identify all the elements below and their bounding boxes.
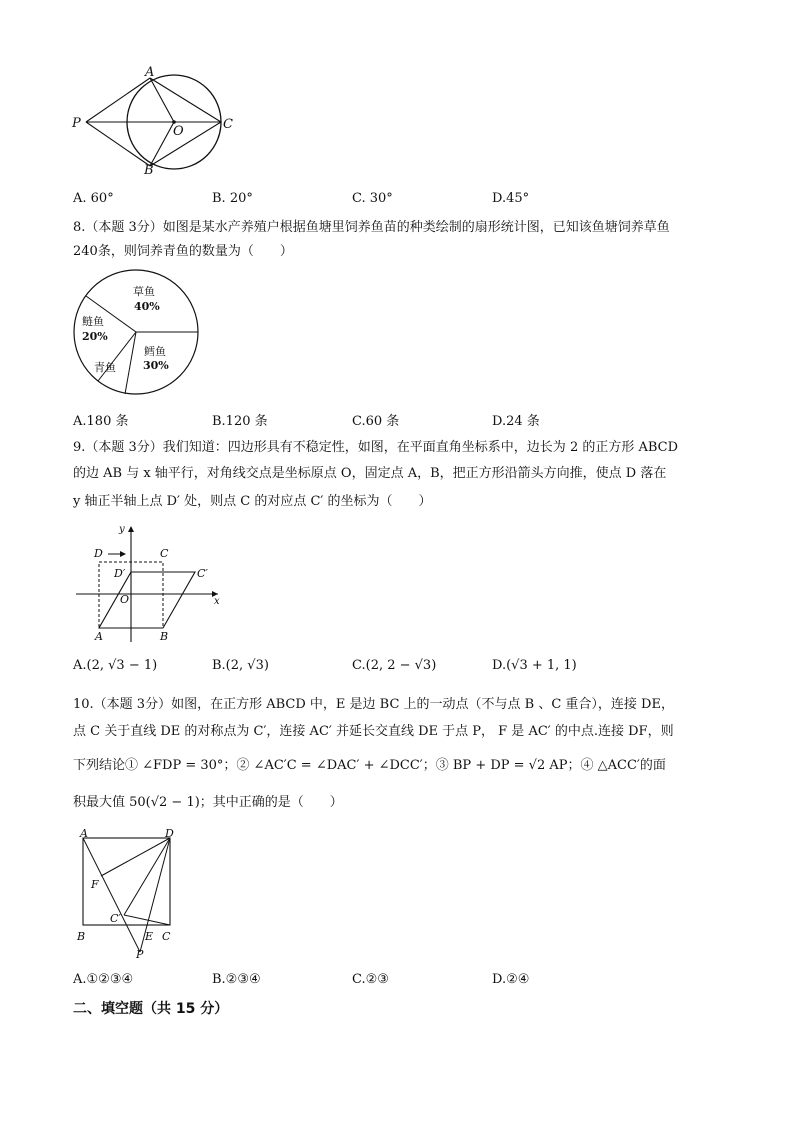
- q8-option-a: A.180 条: [73, 414, 129, 429]
- q8-option-c: C.60 条: [352, 414, 400, 429]
- q10-question-line2: 点 C 关于直线 DE 的对称点为 C′，连接 AC′ 并延长交直线 DE 于点 P， F 是 AC′ 的中点.连接 DF，则: [73, 724, 674, 739]
- pie-label-cao: 草鱼: [133, 285, 155, 298]
- q7-label-O: O: [173, 124, 184, 139]
- q9-label-O: O: [120, 593, 130, 606]
- pie-pct-lian: 20%: [82, 330, 108, 343]
- q9-option-a: A.(2, √3 − 1): [73, 658, 158, 673]
- q9-question-line1: 9.（本题 3分）我们知道：四边形具有不稳定性，如图，在平面直角坐标系中，边长为 2 的正方形 ABCD: [73, 440, 679, 455]
- q10-label-B: B: [77, 930, 86, 943]
- q10-question-line1: 10.（本题 3分）如图，在正方形 ABCD 中，E 是边 BC 上的一动点（不与点 B 、C 重合），连接 DE，: [73, 697, 674, 712]
- q8-question-line1: 8.（本题 3分）如图是某水产养殖户根据鱼塘里饲养鱼苗的种类绘制的扇形统计图，已知该鱼塘饲养草鱼: [73, 220, 670, 235]
- pie-divider-xue: [125, 332, 136, 394]
- q10-option-d: D.②④: [492, 972, 530, 987]
- q7-label-A: A: [145, 65, 155, 80]
- q9-label-y: y: [119, 524, 125, 535]
- q10-question-line4: 积最大值 50(√2 − 1)；其中正确的是（ ）: [73, 795, 343, 810]
- q7-label-C: C: [223, 117, 233, 132]
- q8-option-d: D.24 条: [492, 414, 540, 429]
- q9-label-Dp: D′: [114, 567, 126, 580]
- q9-question-line3: y 轴正半轴上点 D′ 处，则点 C 的对应点 C′ 的坐标为（ ）: [73, 494, 432, 509]
- q10-label-A: A: [80, 827, 88, 840]
- q9-label-B: B: [160, 630, 169, 643]
- q8-pie-chart: [72, 268, 202, 398]
- section-heading-fill-in: 二、填空题（共 15 分）: [73, 1001, 229, 1017]
- q10-option-b: B.②③④: [212, 972, 261, 987]
- q9-option-d: D.(√3 + 1, 1): [492, 658, 577, 673]
- pie-label-qing: 青鱼: [94, 361, 116, 374]
- q10-label-F: F: [91, 878, 99, 891]
- q7-option-b: B. 20°: [212, 191, 253, 206]
- q7-figure: [66, 62, 256, 182]
- q7-option-c: C. 30°: [352, 191, 393, 206]
- q9-label-Cp: C′: [197, 567, 208, 580]
- q10-label-E: E: [145, 930, 154, 943]
- q7-label-B: B: [144, 163, 154, 178]
- q9-figure: [76, 522, 226, 644]
- q7-label-P: P: [72, 116, 81, 131]
- pie-pct-cao: 40%: [134, 300, 160, 313]
- q10-question-line3: 下列结论① ∠FDP = 30°；② ∠AC′C = ∠DAC′ + ∠DCC′；③ BP + DP = √2 AP；④ △ACC′的面: [73, 758, 666, 773]
- q9-option-c: C.(2, 2 − √3): [352, 658, 437, 673]
- q10-label-Cp: C′: [110, 912, 121, 925]
- q8-question-line2: 240条，则饲养青鱼的数量为（ ）: [73, 244, 293, 259]
- q10-label-D: D: [165, 827, 174, 840]
- q8-option-b: B.120 条: [212, 414, 268, 429]
- q10-option-a: A.①②③④: [73, 972, 134, 987]
- q9-label-C: C: [160, 547, 169, 560]
- q10-label-P: P: [136, 948, 144, 961]
- q9-label-D: D: [94, 547, 103, 560]
- q9-label-A: A: [95, 630, 103, 643]
- q9-label-x: x: [214, 596, 220, 607]
- q10-figure: [74, 828, 184, 960]
- q10-option-c: C.②③: [352, 972, 389, 987]
- pie-label-xue: 鳕鱼: [144, 345, 166, 358]
- pie-pct-xue: 30%: [143, 359, 169, 372]
- q7-option-d: D.45°: [492, 191, 530, 206]
- q7-option-a: A. 60°: [73, 191, 114, 206]
- q9-question-line2: 的边 AB 与 x 轴平行，对角线交点是坐标原点 O，固定点 A，B，把正方形沿箭头方向推，使点 D 落在: [73, 466, 667, 481]
- q10-label-C: C: [162, 930, 171, 943]
- pie-label-lian: 鲢鱼: [82, 315, 104, 328]
- q9-option-b: B.(2, √3): [212, 658, 269, 673]
